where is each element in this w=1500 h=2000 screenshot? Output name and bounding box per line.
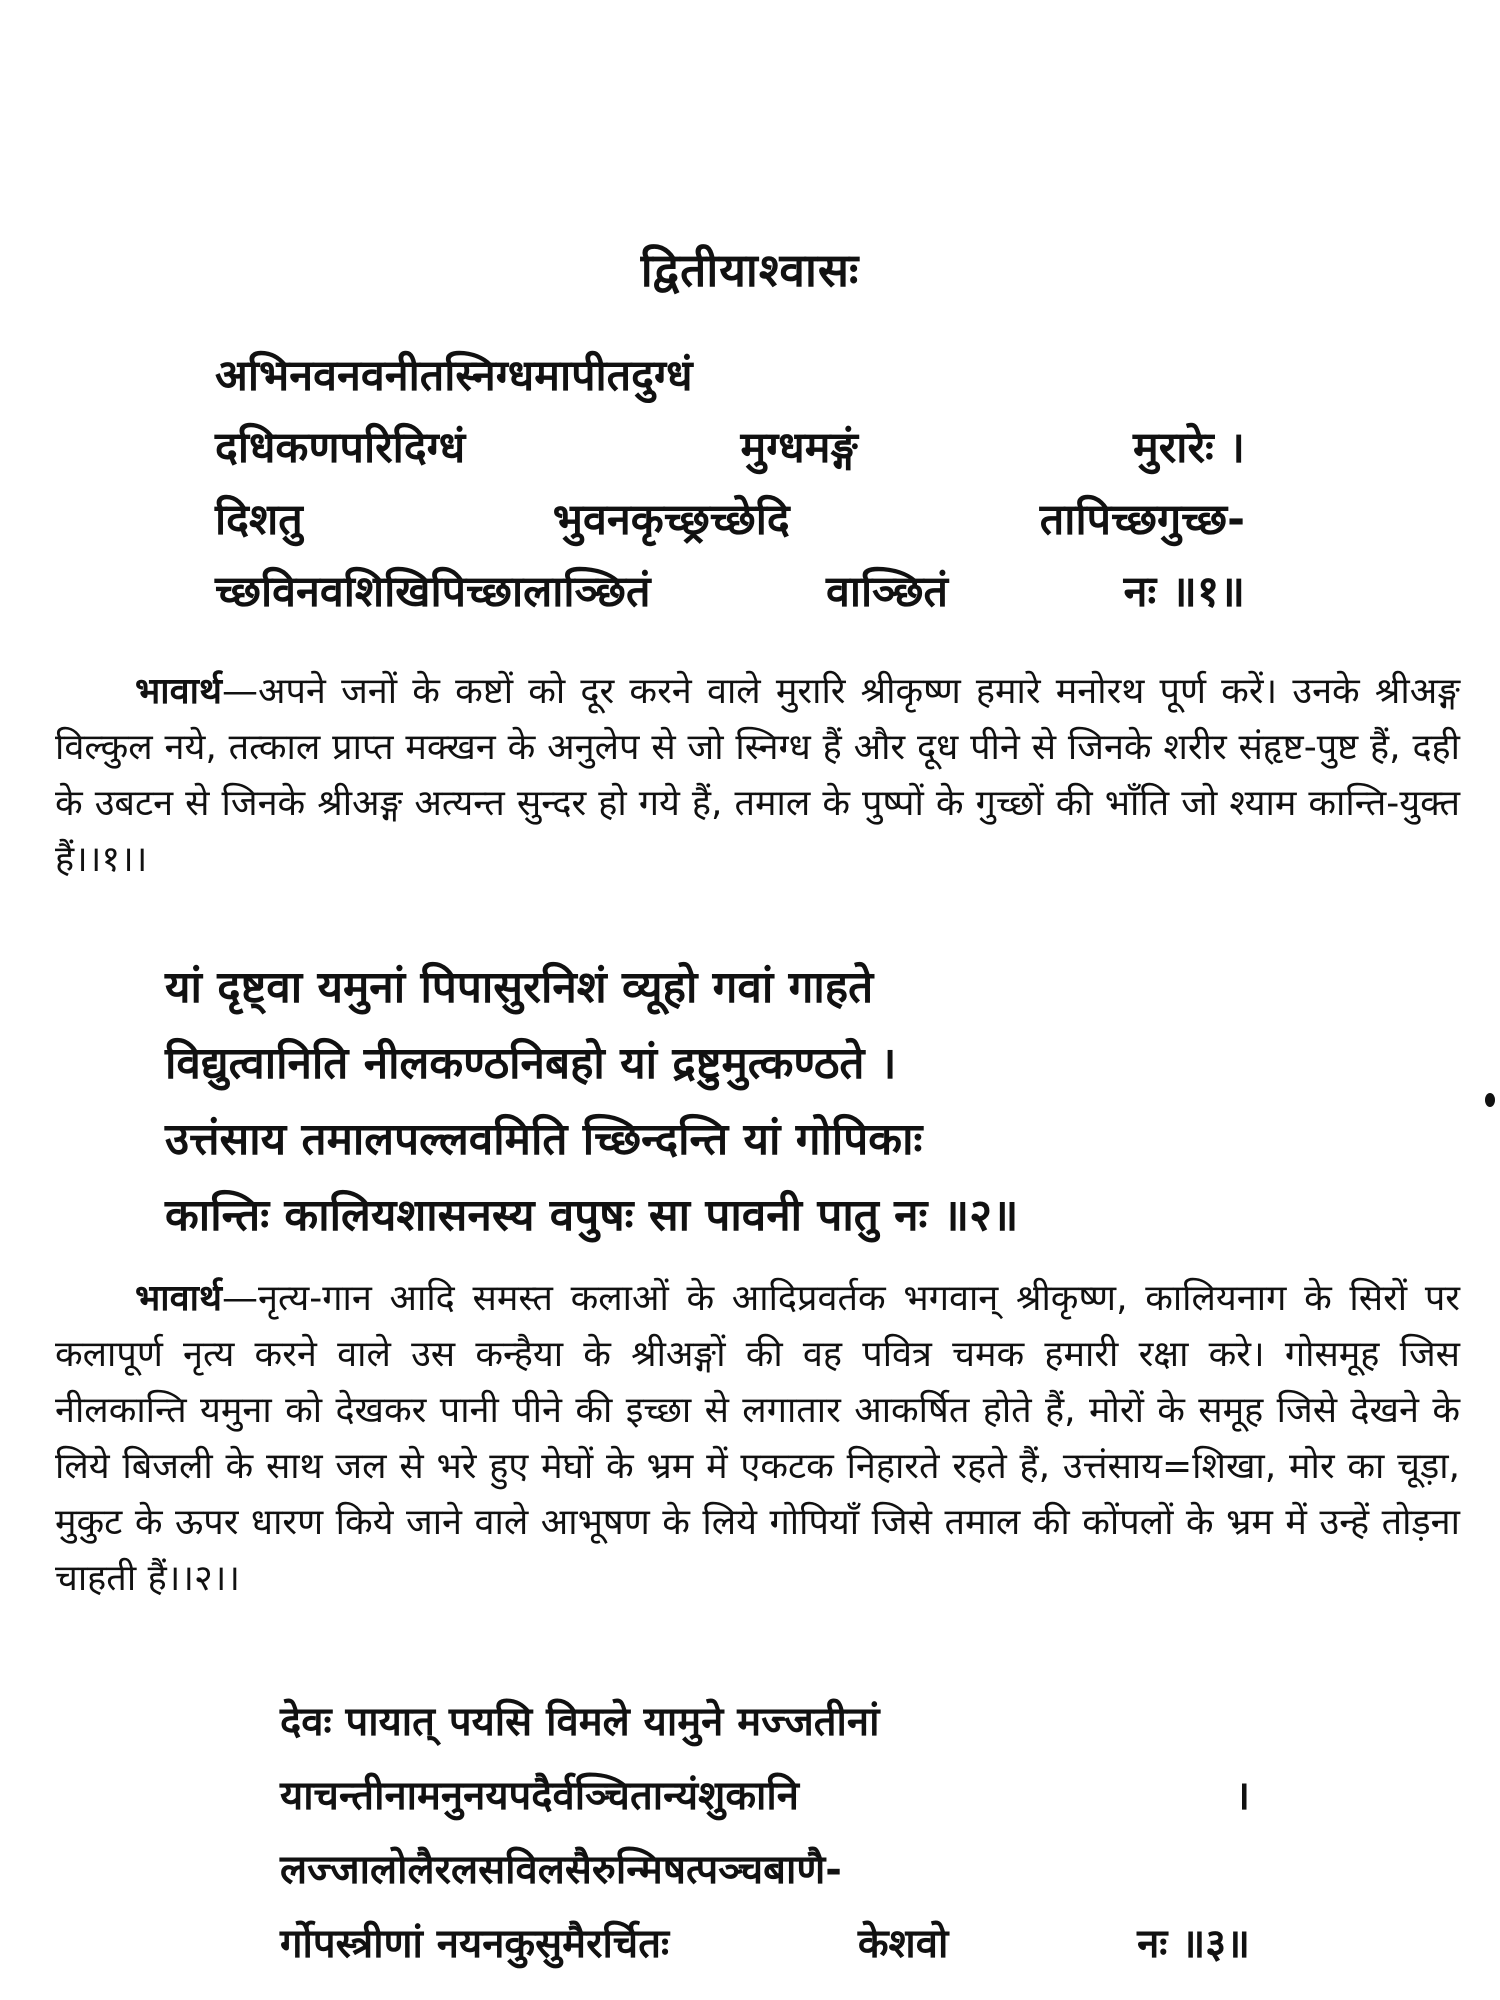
verse-text: अभिनवनवनीतस्निग्धमापीतदुग्धं: [215, 351, 693, 401]
verse-line: [165, 1026, 1265, 1102]
verse-line: [165, 1178, 1265, 1254]
verse-text: मुग्धमङ्गं: [740, 423, 858, 473]
verse-text: लज्जालोलैरलसविलसैरुन्मिषत्पञ्चबाणै-: [280, 1847, 842, 1893]
verse-line: [215, 484, 1245, 556]
meaning-text: —नृत्य-गान आदि समस्त कलाओं के आदिप्रवर्तक भगवान् श्रीकृष्ण, कालियनाग के सिरों पर कलापूर्ण नृत्य करने वाले उस कन्हैया के श्रीअङ्गों की वह पवित्र चमक हमारी रक्षा करे। गोसमूह जिस नीलकान्ति यमुना को देखकर पानी पीने की इच्छा से लगातार आकर्षित होते हैं, मोरों के समूह जिसे देखने के लिये बिजली के साथ जल से भरे हुए मेघों के भ्रम में एकटक निहारते रहते हैं, उत्तंसाय=शिखा, मोर का चूड़ा, मुकुट के ऊपर धारण किये जाने वाले आभूषण के लिये गोपियाँ जिसे तमाल की कोंपलों के भ्रम में उन्हें तोड़ना चाहती हैं।।२।।: [55, 1278, 1460, 1599]
verse-1: [215, 340, 1245, 628]
verse-line: [165, 950, 1265, 1026]
verse-line: [165, 1102, 1265, 1178]
verse-line: [215, 412, 1245, 484]
verse-text: नः ॥१॥: [1123, 567, 1245, 617]
meaning-1: [55, 664, 1460, 888]
verse-line: [280, 1685, 1250, 1759]
meaning-label: भावार्थ: [135, 671, 222, 712]
verse-3: [280, 1685, 1250, 1981]
verse-text: यां दृष्ट्वा यमुनां पिपासुरनिशं व्यूहो गवां गाहते: [165, 962, 874, 1013]
chapter-heading: द्वितीयाश्वासः: [640, 243, 860, 297]
verse-text: वाञ्छितं: [825, 567, 949, 617]
verse-text: विद्युत्वानिति नीलकण्ठनिबहो यां द्रष्टुमुत्कण्ठते ।: [165, 1038, 897, 1089]
verse-line: [280, 1833, 1250, 1907]
meaning-label: भावार्थ: [135, 1278, 222, 1319]
meaning-2: [55, 1271, 1460, 1607]
verse-line: [215, 340, 1245, 412]
verse-line: [280, 1907, 1250, 1981]
verse-text: मुरारेः ।: [1133, 423, 1245, 473]
verse-text: केशवो: [857, 1921, 949, 1967]
verse-text: देवः पायात् पयसि विमले यामुने मज्जतीनां: [280, 1699, 880, 1745]
verse-line: [280, 1759, 1250, 1833]
verse-text: तापिच्छगुच्छ-: [1039, 495, 1245, 545]
verse-text: भुवनकृच्छ्रच्छेदि: [552, 495, 790, 545]
verse-text: च्छविनवशिखिपिच्छालाञ्छितं: [215, 567, 651, 617]
verse-2: [165, 950, 1265, 1254]
verse-text: र्गोपस्त्रीणां नयनकुसुमैरर्चितः: [280, 1921, 670, 1967]
scan-mark: [1485, 1093, 1495, 1107]
verse-text: दिशतु: [215, 495, 303, 545]
verse-line: [215, 556, 1245, 628]
verse-text: ।: [1234, 1773, 1250, 1819]
meaning-text: —अपने जनों के कष्टों को दूर करने वाले मुरारि श्रीकृष्ण हमारे मनोरथ पूर्ण करें। उनके श्रीअङ्ग विल्कुल नये, तत्काल प्राप्त मक्खन के अनुलेप से जो स्निग्ध हैं और दूध पीने से जिनके शरीर संहृष्ट-पुष्ट हैं, दही के उबटन से जिनके श्रीअङ्ग अत्यन्त सुन्दर हो गये हैं, तमाल के पुष्पों के गुच्छों की भाँति जो श्याम कान्ति-युक्त हैं।।१।।: [55, 671, 1460, 880]
verse-text: नः ॥३॥: [1137, 1921, 1250, 1967]
verse-text: दधिकणपरिदिग्धं: [215, 423, 466, 473]
verse-text: कान्तिः कालियशासनस्य वपुषः सा पावनी पातु नः ॥२॥: [165, 1190, 1019, 1241]
verse-text: उत्तंसाय तमालपल्लवमिति च्छिन्दन्ति यां गोपिकाः: [165, 1114, 923, 1165]
verse-text: याचन्तीनामनुनयपदैर्वञ्चितान्यंशुकानि: [280, 1773, 799, 1819]
